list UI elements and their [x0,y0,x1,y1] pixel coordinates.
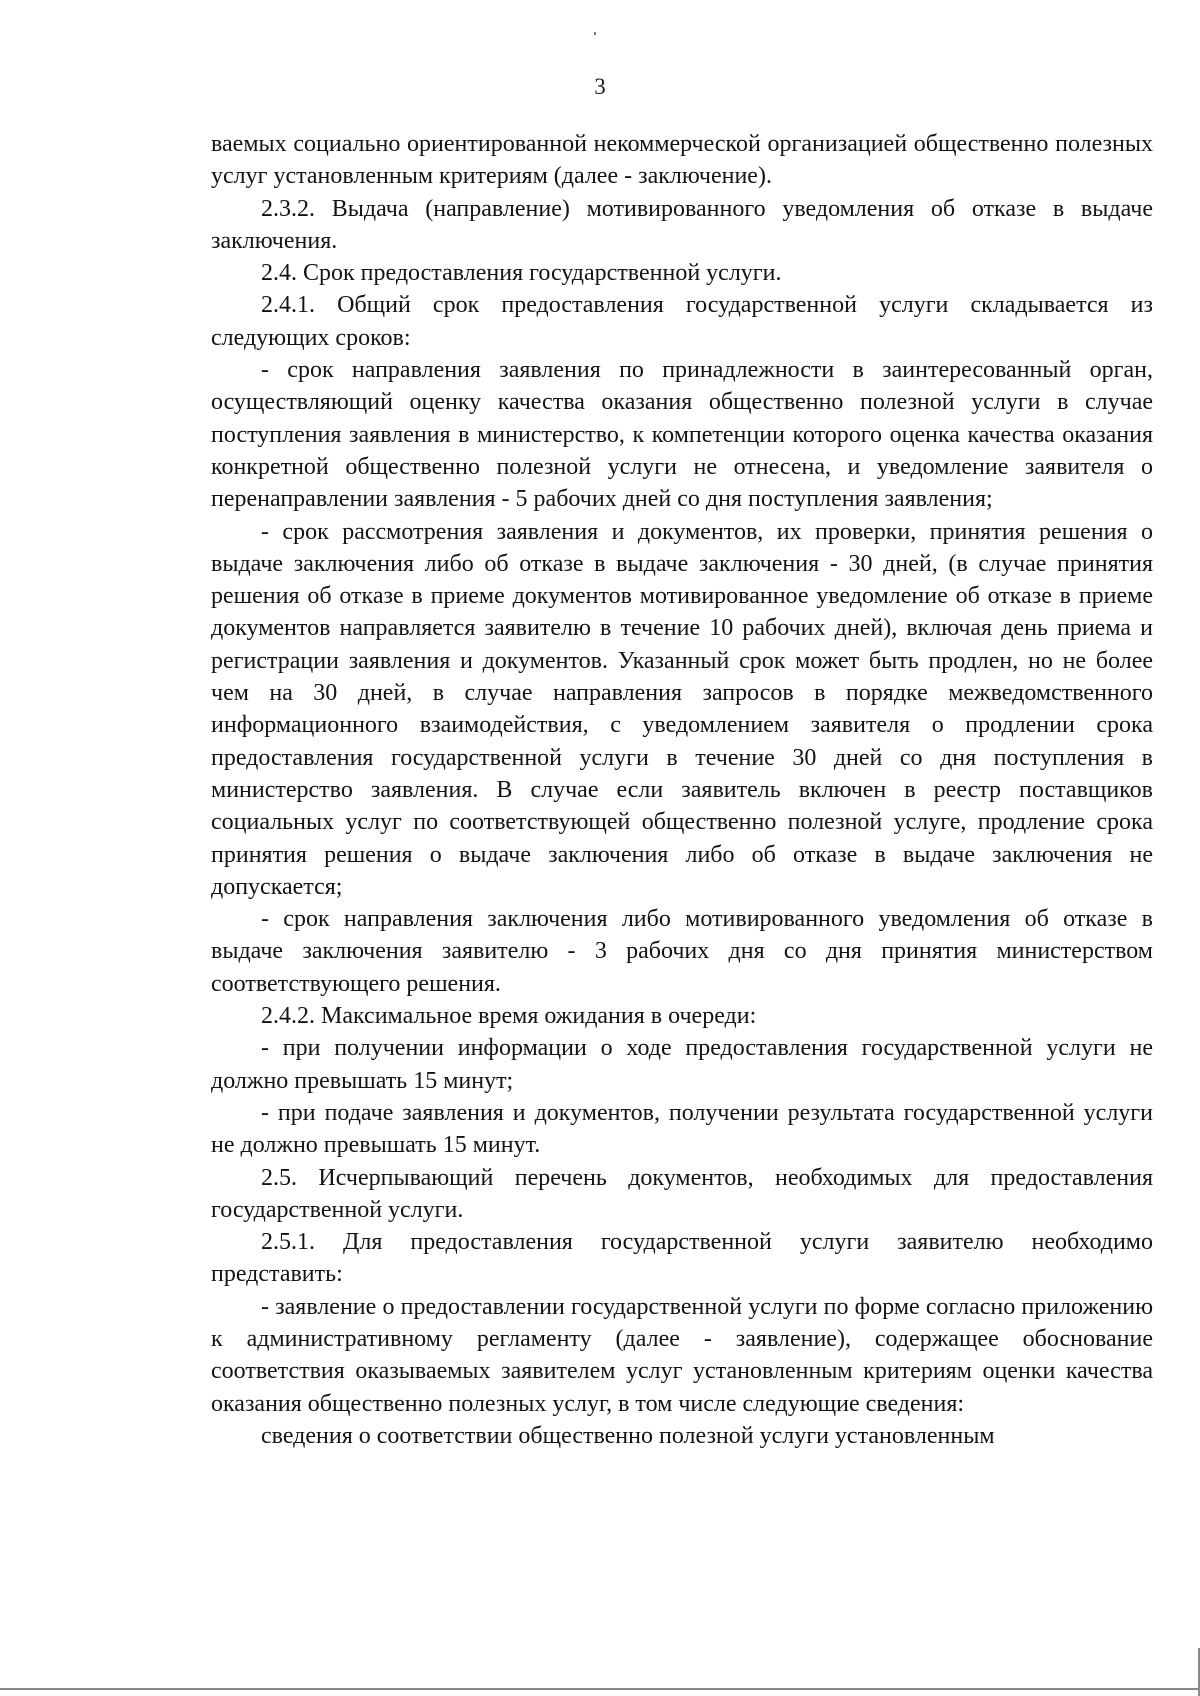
paragraph: 2.5. Исчерпывающий перечень документов, необходимых для предоставления государственной услуги. [211,1164,1153,1223]
paragraph: сведения о соответствии общественно полезной услуги установленным [261,1422,995,1449]
paragraph: - при подаче заявления и документов, получении результата государственной услуги не должно превышать 15 минут. [211,1099,1153,1159]
paragraph: ваемых социально ориентированной некоммерческой организацией общественно полезных услуг установленным критериям (далее - заключение). [211,131,1153,190]
paragraph: 2.3.2. Выдача (направление) мотивированного уведомления об отказе в выдаче заключения. [211,195,1153,254]
document-body [211,128,1153,1452]
paragraph: - при получении информации о ходе предоставления государственной услуги не должно превышать 15 минут; [211,1035,1153,1094]
paragraph: 2.4.2. Максимальное время ожидания в очереди: [261,1003,757,1030]
paragraph: 2.4.1. Общий срок предоставления государственной услуги складывается из следующих сроков: [211,292,1153,351]
paragraph: - заявление о предоставлении государственной услуги по форме согласно приложению к административному регламенту (далее - заявление), содержащее обоснование соответствия оказываемых заявителем услуг установленным критериям оценки качества оказания общественно полезных услуг, в том числе следующие сведения: [211,1293,1153,1417]
scan-edge-bottom [0,1688,1200,1690]
paragraph: - срок рассмотрения заявления и документов, их проверки, принятия решения о выдаче заключения либо об отказе в выдаче заключения - 30 дней, (в случае принятия решения об отказе в приеме документов мотивированное уведомление об отказе в приеме документов направляется заявителю в течение 10 рабочих дней), включая день приема и регистрации заявления и документов. Указанный срок может быть продлен, но не более чем на 30 дней, в случае направления запросов в порядке межведомственного информационного взаимодействия, с уведомлением заявителя о продлении срока предоставления государственной услуги в течение 30 дней со дня поступления в министерство заявления. В случае если заявитель включен в реестр поставщиков социальных услуг по соответствующей общественно полезной услуге, продление срока принятия решения о выдаче заключения либо об отказе в выдаче заключения не допускается; [211,518,1153,900]
paragraph: 2.4. Срок предоставления государственной услуги. [261,260,782,287]
paragraph: - срок направления заявления по принадлежности в заинтересованный орган, осуществляющий оценку качества оказания общественно полезной услуги в случае поступления заявления в министерство, к компетенции которого оценка качества оказания конкретной общественно полезной услуги не отнесена, и уведомление заявителя о перенаправлении заявления - 5 рабочих дней со дня поступления заявления; [211,357,1153,513]
paragraph: - срок направления заключения либо мотивированного уведомления об отказе в выдаче заключения заявителю - 3 рабочих дня со дня принятия министерством соответствующего решения. [211,906,1153,997]
paragraph: 2.5.1. Для предоставления государственной услуги заявителю необходимо представить: [211,1229,1153,1288]
scan-speck [594,32,596,35]
page-number: 3 [594,74,606,99]
